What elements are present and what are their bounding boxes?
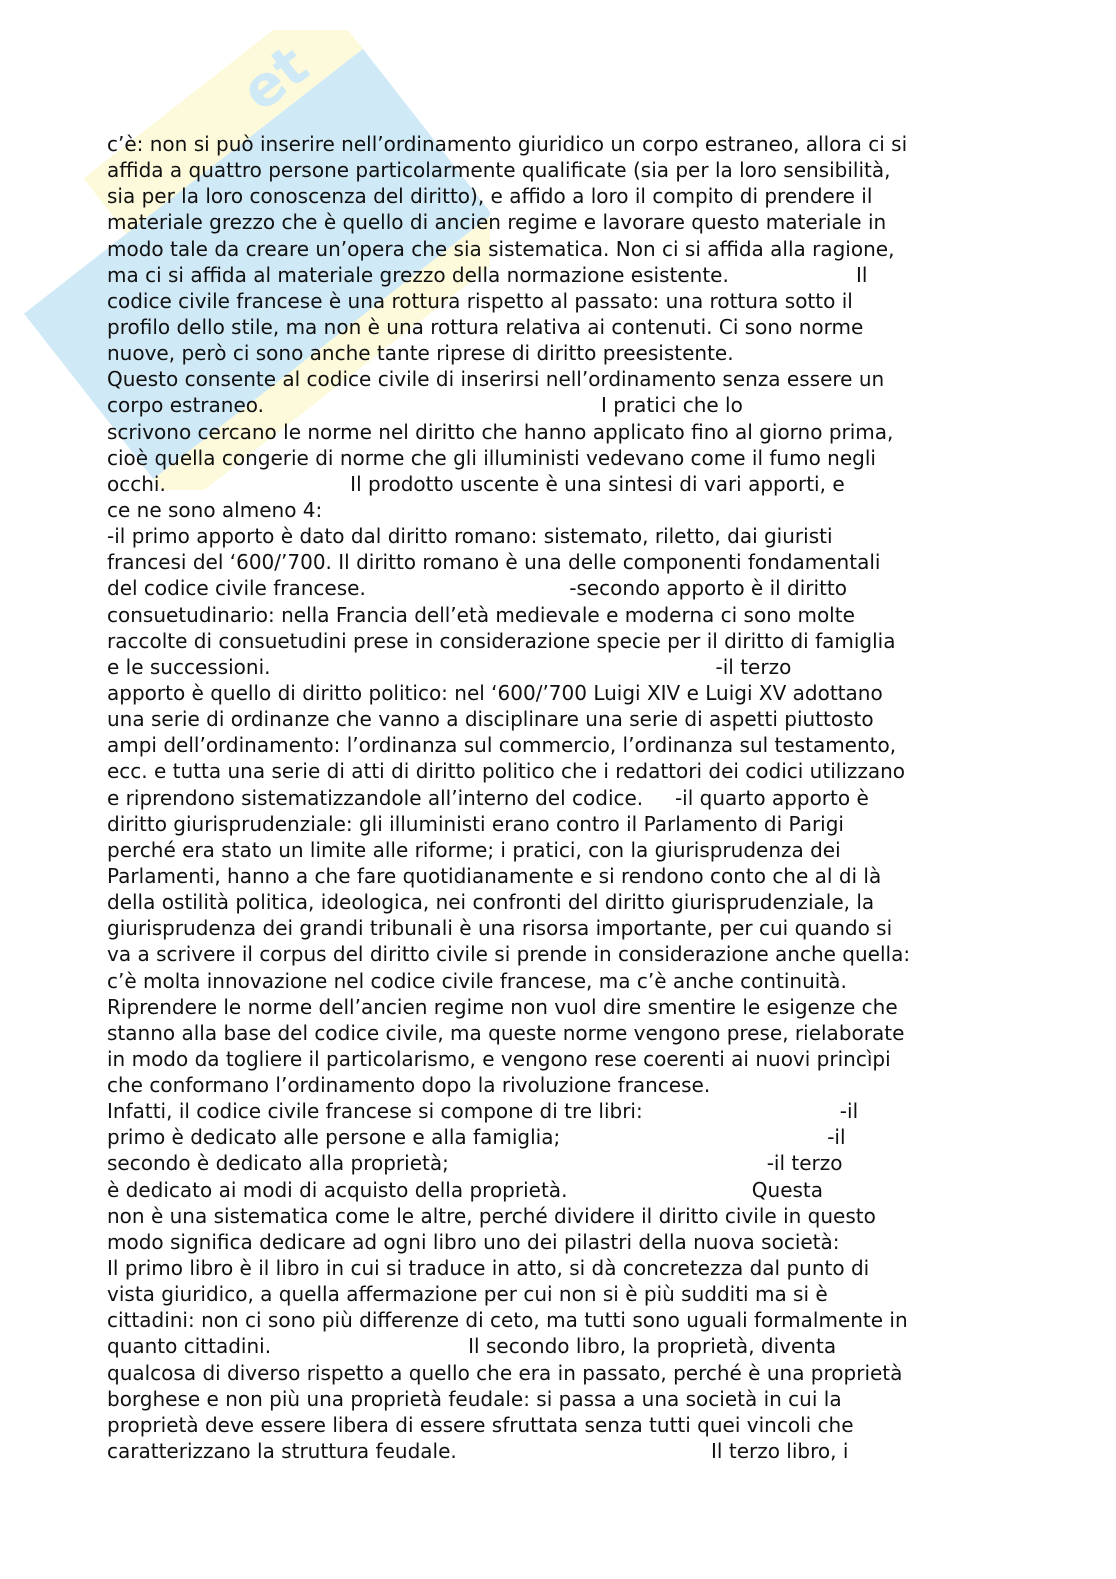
text-line: quanto cittadini. Il secondo libro, la proprietà, diventa <box>107 1334 837 1359</box>
text-line: affida a quattro persone particolarmente qualificate (sia per la loro sensibilità, <box>107 158 891 183</box>
text-line: Questo consente al codice civile di inserirsi nell’ordinamento senza essere un <box>107 367 885 392</box>
text-line: c’è molta innovazione nel codice civile francese, ma c’è anche continuità. <box>107 968 847 993</box>
text-line: apporto è quello di diritto politico: nel ‘600/’700 Luigi XIV e Luigi XV adottano <box>107 680 883 705</box>
text-line: del codice civile francese. -secondo apporto è il diritto <box>107 576 847 601</box>
text-line: che conformano l’ordinamento dopo la rivoluzione francese. <box>107 1073 711 1098</box>
text-line: secondo è dedicato alla proprietà; -il terzo <box>107 1151 843 1176</box>
text-line: stanno alla base del codice civile, ma queste norme vengono prese, rielaborate <box>107 1020 905 1045</box>
text-line: raccolte di consuetudini prese in considerazione specie per il diritto di famiglia <box>107 628 896 653</box>
text-line: modo tale da creare un’opera che sia sistematica. Non ci si affida alla ragione, <box>107 236 895 261</box>
text-line: profilo dello stile, ma non è una rottura relativa ai contenuti. Ci sono norme <box>107 314 864 339</box>
text-line: cittadini: non ci sono più differenze di ceto, ma tutti sono uguali formalmente in <box>107 1308 908 1333</box>
text-line: codice civile francese è una rottura rispetto al passato: una rottura sotto il <box>107 288 853 313</box>
text-line: Infatti, il codice civile francese si compone di tre libri: -il <box>107 1099 859 1124</box>
text-line: primo è dedicato alle persone e alla famiglia; -il <box>107 1125 846 1150</box>
text-line: c’è: non si può inserire nell’ordinamento giuridico un corpo estraneo, allora ci si <box>107 132 908 156</box>
text-line: vista giuridico, a quella affermazione per cui non si è più sudditi ma si è <box>107 1282 828 1307</box>
text-line: modo significa dedicare ad ogni libro uno dei pilastri della nuova società: <box>107 1229 840 1254</box>
text-line: proprietà deve essere libera di essere sfruttata senza tutti quei vincoli che <box>107 1412 854 1437</box>
text-line: perché era stato un limite alle riforme; i pratici, con la giurisprudenza dei <box>107 837 841 862</box>
text-line: Parlamenti, hanno a che fare quotidianamente e si rendono conto che al di là <box>107 863 882 888</box>
document-text <box>107 131 1012 1464</box>
text-line: cioè quella congerie di norme che gli illuministi vedevano come il fumo negli <box>107 445 876 470</box>
text-line: è dedicato ai modi di acquisto della proprietà. Questa <box>107 1177 824 1202</box>
text-line: Riprendere le norme dell’ancien regime non vuol dire smentire le esigenze che <box>107 994 898 1019</box>
text-line: materiale grezzo che è quello di ancien regime e lavorare questo materiale in <box>107 210 887 235</box>
text-line: della ostilità politica, ideologica, nei confronti del diritto giurisprudenziale, la <box>107 890 875 915</box>
text-line: in modo da togliere il particolarismo, e vengono rese coerenti ai nuovi princìpi <box>107 1046 891 1071</box>
text-line: corpo estraneo. I pratici che lo <box>107 393 743 418</box>
watermark-text: et <box>229 33 321 125</box>
text-line: ampi dell’ordinamento: l’ordinanza sul commercio, l’ordinanza sul testamento, <box>107 733 897 758</box>
text-line: ce ne sono almeno 4: <box>107 497 323 522</box>
text-line: e le successioni. -il terzo <box>107 654 792 679</box>
text-line: va a scrivere il corpus del diritto civile si prende in considerazione anche quella: <box>107 942 911 967</box>
text-line: non è una sistematica come le altre, perché dividere il diritto civile in questo <box>107 1203 876 1228</box>
text-line: consuetudinario: nella Francia dell’età medievale e moderna ci sono molte <box>107 602 855 627</box>
text-line: ecc. e tutta una serie di atti di diritto politico che i redattori dei codici utilizzano <box>107 759 906 784</box>
text-line: francesi del ‘600/’700. Il diritto romano è una delle componenti fondamentali <box>107 550 881 575</box>
text-line: Il primo libro è il libro in cui si traduce in atto, si dà concretezza dal punto di <box>107 1256 870 1281</box>
text-line: caratterizzano la struttura feudale. Il terzo libro, i <box>107 1439 849 1464</box>
text-line: scrivono cercano le norme nel diritto che hanno applicato fino al giorno prima, <box>107 419 894 444</box>
text-line: sia per la loro conoscenza del diritto), e affido a loro il compito di prendere il <box>107 184 873 209</box>
text-line: -il primo apporto è dato dal diritto romano: sistemato, riletto, dai giuristi <box>107 524 833 549</box>
text-line: borghese e non più una proprietà feudale: si passa a una società in cui la <box>107 1386 842 1411</box>
text-line: e riprendono sistematizzandole all’interno del codice. -il quarto apporto è <box>107 785 869 810</box>
text-line: una serie di ordinanze che vanno a disciplinare una serie di aspetti piuttosto <box>107 707 874 732</box>
text-line: nuove, però ci sono anche tante riprese di diritto preesistente. <box>107 341 734 366</box>
text-line: giurisprudenza dei grandi tribunali è una risorsa importante, per cui quando si <box>107 916 893 941</box>
text-line: ma ci si affida al materiale grezzo della normazione esistente. Il <box>107 262 868 287</box>
text-line: diritto giurisprudenziale: gli illuministi erano contro il Parlamento di Parigi <box>107 811 844 836</box>
text-line: occhi. Il prodotto uscente è una sintesi di vari apporti, e <box>107 471 845 496</box>
text-line: qualcosa di diverso rispetto a quello che era in passato, perché è una proprietà <box>107 1360 903 1385</box>
